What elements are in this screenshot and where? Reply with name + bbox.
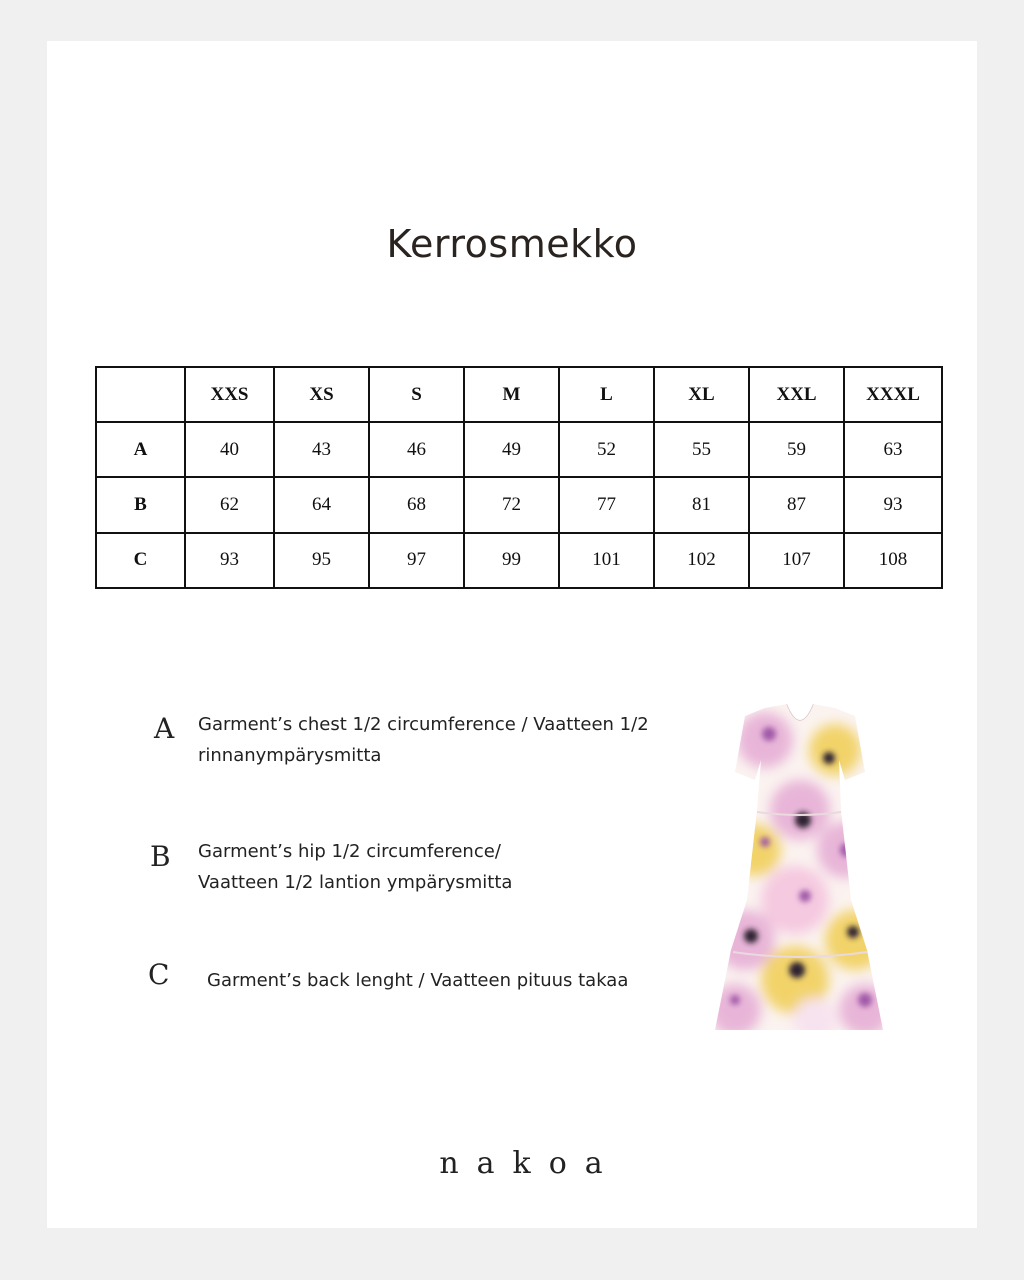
size-header-xxxl: XXXL [844, 367, 942, 422]
table-cell: 95 [274, 533, 369, 588]
table-cell: 93 [185, 533, 274, 588]
size-chart-card [47, 41, 977, 1228]
size-header-l: L [559, 367, 654, 422]
table-cell: 40 [185, 422, 274, 477]
size-header-xxl: XXL [749, 367, 844, 422]
size-header-xl: XL [654, 367, 749, 422]
table-header-row [96, 367, 942, 422]
legend-text-c [207, 965, 628, 996]
table-cell: 68 [369, 477, 464, 532]
dress-print [705, 700, 895, 1040]
legend-line: Garment’s back lenght / Vaatteen pituus takaa [207, 970, 629, 991]
table-cell: 81 [654, 477, 749, 532]
table-cell: 43 [274, 422, 369, 477]
legend-letter-b: B [150, 840, 171, 873]
table-row [96, 533, 942, 588]
legend-line: rinnanympärysmitta [198, 745, 382, 766]
table-cell: 72 [464, 477, 559, 532]
table-cell: 102 [654, 533, 749, 588]
legend-line: Vaatteen 1/2 lantion ympärysmitta [198, 872, 513, 893]
dress-image [705, 700, 895, 1040]
table-cell: 55 [654, 422, 749, 477]
brand-logo: nakoa [439, 1146, 621, 1181]
legend-letter-c: C [148, 958, 170, 991]
legend-line: Garment’s hip 1/2 circumference/ [198, 841, 501, 862]
legend-text-a [198, 709, 649, 771]
table-row [96, 477, 942, 532]
table-cell: 59 [749, 422, 844, 477]
table-cell: 101 [559, 533, 654, 588]
size-header-m: M [464, 367, 559, 422]
table-cell: 87 [749, 477, 844, 532]
table-cell: 46 [369, 422, 464, 477]
size-header-xxs: XXS [185, 367, 274, 422]
size-header-s: S [369, 367, 464, 422]
table-cell: 93 [844, 477, 942, 532]
row-label-c: C [96, 533, 185, 588]
table-row [96, 422, 942, 477]
table-cell: 77 [559, 477, 654, 532]
legend-text-b [198, 836, 512, 898]
size-header-xs: XS [274, 367, 369, 422]
table-cell: 99 [464, 533, 559, 588]
size-table [95, 366, 943, 589]
table-cell: 52 [559, 422, 654, 477]
row-label-b: B [96, 477, 185, 532]
table-cell: 97 [369, 533, 464, 588]
row-label-a: A [96, 422, 185, 477]
legend-letter-a: A [154, 712, 175, 745]
table-cell: 63 [844, 422, 942, 477]
table-cell: 108 [844, 533, 942, 588]
legend-line: Garment’s chest 1/2 circumference / Vaatteen 1/2 [198, 714, 649, 735]
table-cell: 62 [185, 477, 274, 532]
table-cell: 107 [749, 533, 844, 588]
table-cell: 49 [464, 422, 559, 477]
page-title: Kerrosmekko [386, 222, 638, 266]
table-corner-cell [96, 367, 185, 422]
table-cell: 64 [274, 477, 369, 532]
